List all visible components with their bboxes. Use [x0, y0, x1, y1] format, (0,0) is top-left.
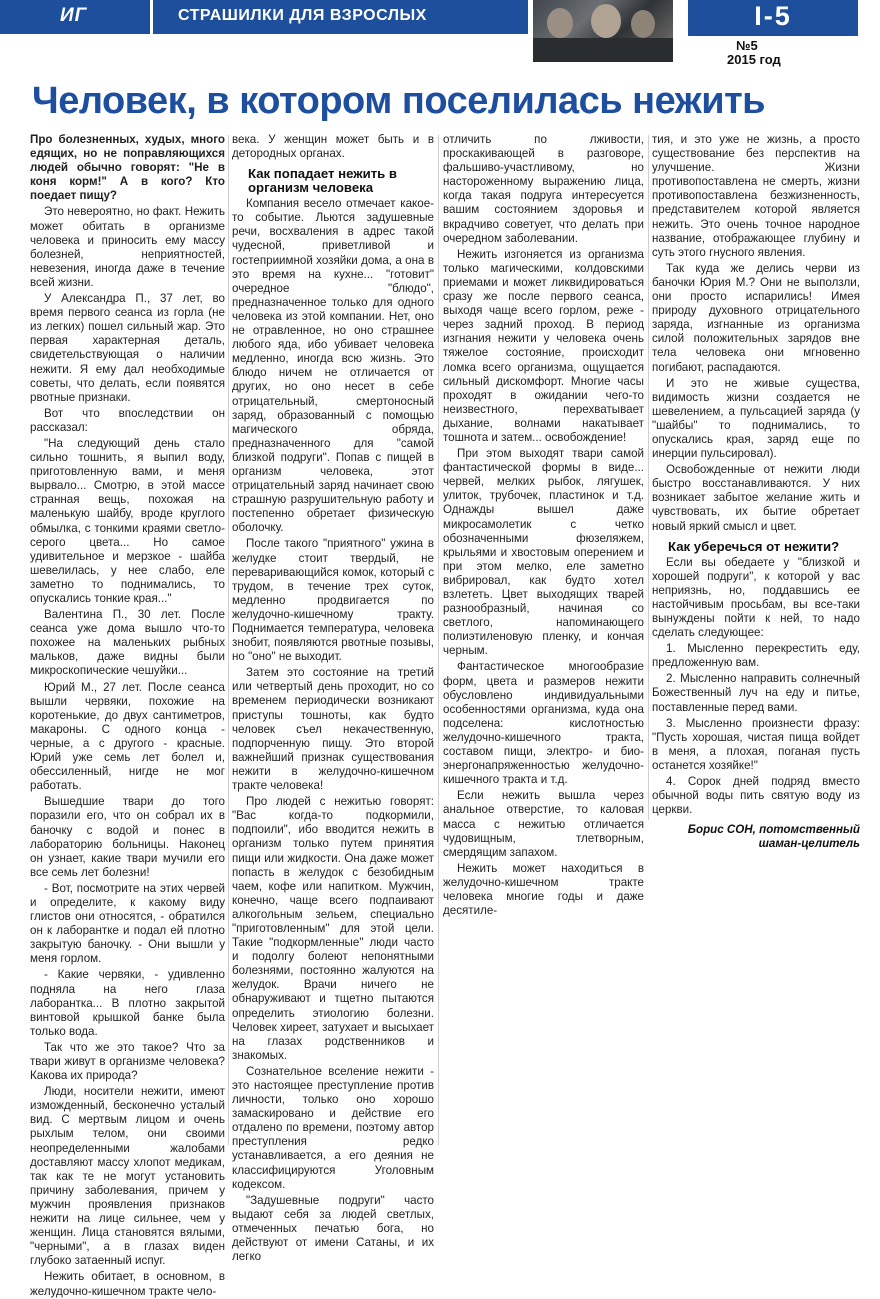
article-headline: Человек, в котором поселилась нежить — [32, 80, 766, 122]
paragraph: При этом выходят твари самой фантастической формы в виде... червей, мелких рыбок, лягушек, улиток, трубочек, пластинок и т.д. Однажды вышел даже микросамолетик с четко обозначенными фюзеляжем, крыльями и хвостовым оперением и при этом мелко, еле заметно вибрировал, как будто хотел взлететь. Цвет выходящих тварей разнообразный, начиная со светлого, напоминающего полиэтиленовую пленку, и кончая черным. — [443, 447, 644, 658]
issue-year: 2015 год — [727, 52, 781, 67]
paragraph: - Какие червяки, - удивленно подняла на него глаза лаборантка... В плотно закрытой винтовой крышкой банке была только вода. — [30, 968, 225, 1038]
paragraph: Это невероятно, но факт. Нежить может обитать в организме человека и приносить ему массу болезней, неприятностей, невезения, иногда даже в течение всей жизни. — [30, 205, 225, 289]
paragraph: Нежить может находиться в желудочно-кишечном тракте человека многие годы и даже десятиле- — [443, 861, 644, 918]
paragraph: Затем это состояние на третий или четвертый день проходит, но со временем периодически возникают приступы тошноты, как будто человек съел некачественную, подпорченную пищу. Это второй важнейший признак существования нежити в желудочно-кишечном тракте человека! — [232, 666, 434, 793]
paragraph: Нежить обитает, в основном, в желудочно-кишечном тракте чело- — [30, 1270, 225, 1298]
paragraph: "Задушевные подруги" часто выдают себя за людей светлых, отмеченных печатью бога, но действуют от имени Сатаны, и их легко — [232, 1193, 434, 1264]
paragraph: Про людей с нежитью говорят: "Вас когда-то подкормили, подпоили", ибо вводится нежить в организм только путем принятия пищи или жидкости. Она даже может попасть в желудок с безобидным чаем, кофе или напитком. Мужчин, конечно, чаще всего подпаивают алкогольным зельем, специально "приготовленным" для этой цели. Такие "подкормленные" люди часто и подолгу болеют непонятными болезнями, постоянно жалуются на желудок. Врачи ничего не обнаруживают и тщетно пытаются определить этиологию болезни. Человек хиреет, затухает и высыхает на глазах родственников и знакомых. — [232, 795, 434, 1062]
rubric-title: СТРАШИЛКИ ДЛЯ ВЗРОСЛЫХ — [178, 7, 427, 24]
photo-figure — [547, 8, 573, 38]
paragraph: Если вы обедаете у "близкой и хорошей подруги", к которой у вас неприязнь, но, поддавшись ее настойчивым просьбам, вы все-таки вынуждены пойти к ней, то надо сделать следующее: — [652, 555, 860, 640]
paragraph: тия, и это уже не жизнь, а просто существование без перспектив на улучшение. Жизни противопоставлена не смерть, жизни противопоставлена безжизненность, представителем которой является нежить. Это очень точное народное название, отображающее глубину и суть этого гнусного явления. — [652, 133, 860, 259]
article-column-2 — [232, 133, 434, 1264]
column-divider — [438, 135, 439, 1145]
article-lead: Про болезненных, худых, много едящих, но не поправляющихся людей обычно говорят: "Не в коня корм!" А в кого? Кто поедает пищу? — [30, 133, 225, 203]
paragraph: У Александра П., 37 лет, во время первого сеанса из горла (не из легких) пошел сильный жар. Это первая характерная деталь, свидетельствующая о наличии нежити. Я ему дал необходимые советы, что делать, если появятся рвотные признаки. — [30, 292, 225, 404]
page-number-bar — [688, 0, 858, 36]
article-column-3 — [443, 133, 644, 918]
subheading: Как уберечься от нежити? — [668, 538, 840, 554]
photo-figure — [631, 10, 655, 38]
author-signature: Борис СОН, потомственный шаман-целитель — [687, 823, 860, 851]
column-divider — [648, 135, 649, 820]
photo-figure — [591, 4, 621, 38]
header-divider — [150, 0, 153, 34]
list-item: 4. Сорок дней подряд вместо обычной воды пить святую воду из церкви. — [652, 775, 860, 817]
list-item: 1. Мысленно перекрестить еду, предложенную вам. — [652, 642, 860, 670]
section-header-bar — [0, 0, 528, 34]
photo-ground — [533, 38, 673, 62]
paragraph: Люди, носители нежити, имеют изможденный, бесконечно усталый вид. С мертвым лицом и очень рыхлым телом, они своими неопределенными жалобами доставляют массу хлопот медикам, так как те не могут установить причину заболевания, причем у мужчин проявления признаков нежити на лице сильнее, чем у женщин. Лица становятся вялыми, "черными", а в глазах виден глубоко затаенный испуг. — [30, 1085, 225, 1268]
newspaper-logo: ИГ — [60, 5, 88, 26]
paragraph: И это не живые существа, видимость жизни создается не шевелением, а пульсацией заряда (у "шайбы" то поднимались, то опускались края, заряд еще по инерции пульсировал). — [652, 376, 860, 461]
paragraph: Вот что впоследствии он рассказал: — [30, 406, 225, 434]
paragraph: Валентина П., 30 лет. После сеанса уже дома вышло что-то похожее на маленьких рыбных мальков, даже видны были микроскопические чешуйки... — [30, 608, 225, 678]
column-divider — [228, 135, 229, 1145]
paragraph: Так куда же делись черви из баночки Юрия М.? Они не выползли, они просто испарились! Имея природу духовного отрицательного заряда, изгнанные из организма силой положительных зарядов вне тела человека они мгновенно погибают, распадаются. — [652, 261, 860, 374]
article-column-4 — [652, 133, 860, 851]
paragraph: После такого "приятного" ужина в желудке стоит твердый, не переваривающийся комок, который с трудом, в течение трех суток, медленно продвигается по желудочно-кишечному тракту. Поднимается температура, человека знобит, появляются рвотные позывы, но "оно" не выходит. — [232, 537, 434, 664]
paragraph: Компания весело отмечает какое-то событие. Льются задушевные речи, восхваления в адрес такой чудесной, приветливой и гостеприимной хозяйки дома, а она в это время на кухне... "готовит" очередное "блюдо", предназначенное только для одного человека из этой компании. Нет, оно не отравленное, но оно страшнее любого яда, ибо убивает человека медленно, иногда всю жизнь. Это блюдо ничем не отличается от других, но оно несет в себе отрицательный, смертоносный заряд, образованный с помощью магического обряда, предназначенного для "самой близкой подруги". Попав с пищей в организм человека, этот отрицательный заряд начинает свою страшную разрушительную работу и постепенно обретает физическую оболочку. — [232, 197, 434, 535]
page-number: I-5 — [754, 1, 792, 31]
subheading: Как попадает нежить в организм человека — [248, 166, 398, 196]
issue-number: №5 — [736, 38, 758, 53]
paragraph: Вышедшие твари до того поразили его, что он собрал их в баночку с водой и понес в лабораторию больницы. Наконец он узнает, какие твари мучили его все семь лет болезни! — [30, 795, 225, 879]
paragraph: "На следующий день стало сильно тошнить, я выпил воду, приготовленную вами, и меня вырвало... Смотрю, в этой массе странная вещь, похожая на маленькую шайбу, вроде круглого обмылка, с тонкими краями светло-серого цвета... Но самое удивительное и мерзкое - шайба шевелилась, у нее слабо, еле заметно то поднимались, то опускались тонкие края..." — [30, 436, 225, 605]
list-item: 2. Мысленно направить солнечный Божественный луч на еду и питье, поставленные перед вами. — [652, 672, 860, 714]
paragraph: - Вот, посмотрите на этих червей и определите, к какому виду глистов они относятся, - обратился он к лаборантке и подал ей плотно закрытую баночку. - Они вышли у меня горлом. — [30, 881, 225, 966]
paragraph: Нежить изгоняется из организма только магическими, колдовскими приемами и может ликвидироваться сразу же после первого сеанса, выходя чаще всего горлом, реже - через задний проход. В период изгнания нежити у человека очень тяжелое состояние, происходит ломка всего организма, ощущается сильный дискомфорт. Многие часы проходят в ожидании чего-то неизвестного, перехватывает дыхание, волнами накатывает тошнота и затем... освобождение! — [443, 247, 644, 444]
paragraph: Освобожденные от нежити люди быстро восстанавливаются. У них возникает забытое желание жить и чувствовать, их бытие обретает новый яркий смысл и цвет. — [652, 463, 860, 533]
paragraph: отличить по лживости, проскакивающей в разговоре, фальшиво-участливому, но настороженному выражению лица, когда такая подруга интересуется вашим состоянием здоровья и вкрадчиво советует, что делать при очередном заболевании. — [443, 133, 644, 245]
paragraph: Так что же это такое? Что за твари живут в организме человека? Какова их природа? — [30, 1040, 225, 1083]
paragraph: Фантастическое многообразие форм, цвета и размеров нежити обусловлено индивидуальными особенностями организма, куда она подселена: кислотностью желудочно-кишечного тракта, составом пищи, электро- и био-энергонапряженностью желудочно-кишечного тракта и т.д. — [443, 660, 644, 787]
paragraph: века. У женщин может быть и в детородных органах. — [232, 133, 434, 161]
header-photo — [533, 0, 673, 62]
paragraph: Юрий М., 27 лет. После сеанса вышли червяки, похожие на коротенькие, до двух сантиметров, макароны. С одного конца - черные, а с другого - красные. Юрий уже семь лет болел и, обессиленный, нигде не мог работать. — [30, 680, 225, 793]
list-item: 3. Мысленно произнести фразу: "Пусть хорошая, чистая пища войдет в меня, а плохая, поганая пусть останется хозяйке!" — [652, 716, 860, 772]
paragraph: Сознательное вселение нежити - это настоящее преступление против личности, только оно хорошо замаскировано и действие его отдалено по времени, поэтому автор преступления редко устанавливается, а его деяния не классифицируются Уголовным кодексом. — [232, 1064, 434, 1191]
paragraph: Если нежить вышла через анальное отверстие, то каловая масса с нежитью отличается чудовищным, тлетворным, смердящим запахом. — [443, 789, 644, 859]
article-column-1 — [30, 133, 225, 1298]
